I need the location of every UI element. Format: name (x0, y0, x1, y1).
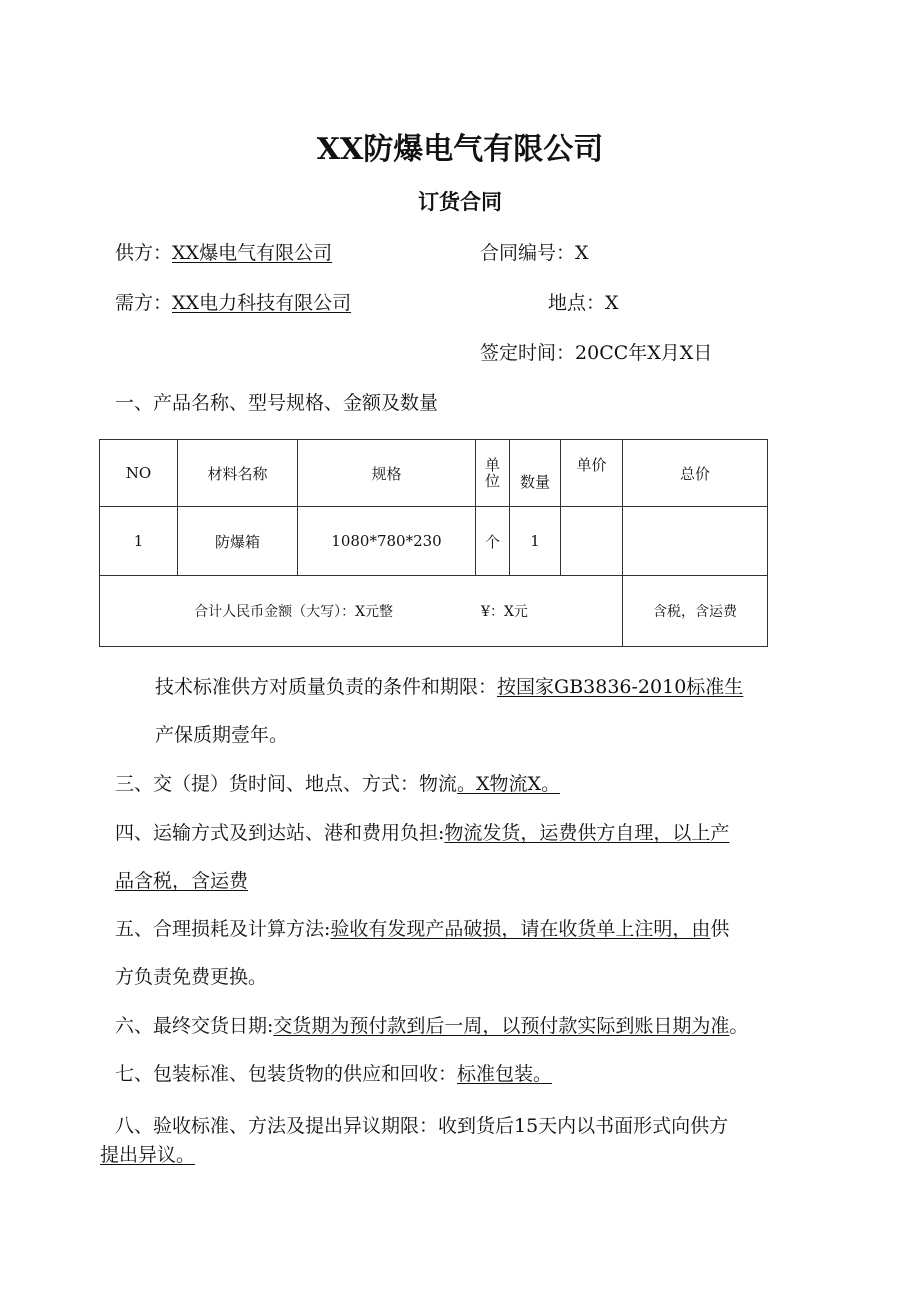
buyer-line (115, 288, 351, 315)
clause-5-underlined: 验收有发现产品破损，请在收货单上注明，由 (330, 918, 711, 940)
clause-8-line2: 提出异议。 (100, 1144, 196, 1166)
clause-3-underlined: 。X物流X。 (457, 773, 561, 795)
header-name: 材料名称 (178, 440, 298, 507)
buyer-label: 需方： (115, 292, 173, 314)
header-no: NO (100, 440, 178, 507)
cell-name: 防爆箱 (178, 507, 298, 576)
cell-unit: 个 (476, 507, 510, 576)
table-header-row (100, 440, 768, 507)
buyer-name: XX电力科技有限公司 (172, 292, 352, 314)
clause-4-line1 (115, 818, 729, 845)
clause-5-line2: 方负责免费更换。 (115, 966, 268, 988)
clause-3-prefix: 三、交（提）货时间、地点、方式：物流 (115, 773, 458, 795)
contract-number-label: 合同编号： (480, 242, 576, 264)
signing-value: 20CC年X月X日 (575, 342, 713, 364)
clause-3 (115, 769, 560, 796)
clause-5-tail: 供 (710, 918, 730, 940)
clause-5-line1 (115, 914, 729, 941)
header-unit-line1: 单 (484, 456, 500, 474)
cell-price (561, 507, 623, 576)
clause-2-line2: 产保质期壹年。 (155, 724, 289, 746)
summary-note: 含税，含运费 (623, 576, 768, 647)
header-qty: 数量 (510, 440, 561, 507)
table-summary-row (100, 576, 768, 647)
clause-6-prefix: 六、最终交货日期: (115, 1015, 274, 1037)
contract-number-value: X (575, 242, 589, 264)
cell-no: 1 (100, 507, 178, 576)
location-label: 地点： (548, 292, 606, 314)
clause-5-prefix: 五、合理损耗及计算方法: (115, 918, 331, 940)
clause-7 (115, 1059, 552, 1086)
section1-title: 一、产品名称、型号规格、金额及数量 (115, 392, 439, 414)
supplier-name: XX爆电气有限公司 (172, 242, 333, 264)
summary-amount: ¥：X元 (481, 604, 528, 620)
contract-number (480, 238, 589, 265)
company-title: XX防爆电气有限公司 (316, 132, 604, 167)
location-value: X (605, 292, 619, 314)
clause-6 (115, 1011, 748, 1038)
header-total: 总价 (623, 440, 768, 507)
supplier-line (115, 238, 332, 265)
clause-4-line2: 品含税，含运费 (115, 870, 249, 892)
order-table (99, 439, 768, 647)
clause-7-underlined: 标准包装。 (457, 1063, 553, 1085)
signing-label: 签定时间： (480, 342, 576, 364)
location (548, 288, 619, 315)
clause-2-underlined: 按国家GB3836-2010标准生 (497, 676, 744, 698)
clause-8-line1: 八、验收标准、方法及提出异议期限：收到货后15天内以书面形式向供方 (115, 1115, 729, 1137)
header-unit (476, 440, 510, 507)
cell-spec: 1080*780*230 (298, 507, 476, 576)
clause-2-prefix: 技术标准供方对质量负责的条件和期限： (155, 676, 498, 698)
summary-cell (100, 576, 623, 647)
header-price: 单价 (561, 440, 623, 507)
signing-date (480, 338, 712, 365)
table-row (100, 507, 768, 576)
clause-4-prefix: 四、运输方式及到达站、港和费用负担: (115, 822, 445, 844)
clause-7-prefix: 七、包装标准、包装货物的供应和回收： (115, 1063, 458, 1085)
clause-2-line1 (155, 672, 743, 699)
cell-qty: 1 (510, 507, 561, 576)
supplier-label: 供方： (115, 242, 173, 264)
clause-4-underlined: 物流发货，运费供方自理，以上产 (444, 822, 730, 844)
clause-6-tail: 。 (729, 1015, 749, 1037)
header-unit-line2: 位 (484, 472, 500, 490)
clause-6-underlined: 交货期为预付款到后一周，以预付款实际到账日期为准 (273, 1015, 730, 1037)
cell-total (623, 507, 768, 576)
summary-label: 合计人民币金额（大写）：X元整 (194, 604, 394, 620)
document-title: 订货合同 (418, 190, 502, 214)
header-spec: 规格 (298, 440, 476, 507)
